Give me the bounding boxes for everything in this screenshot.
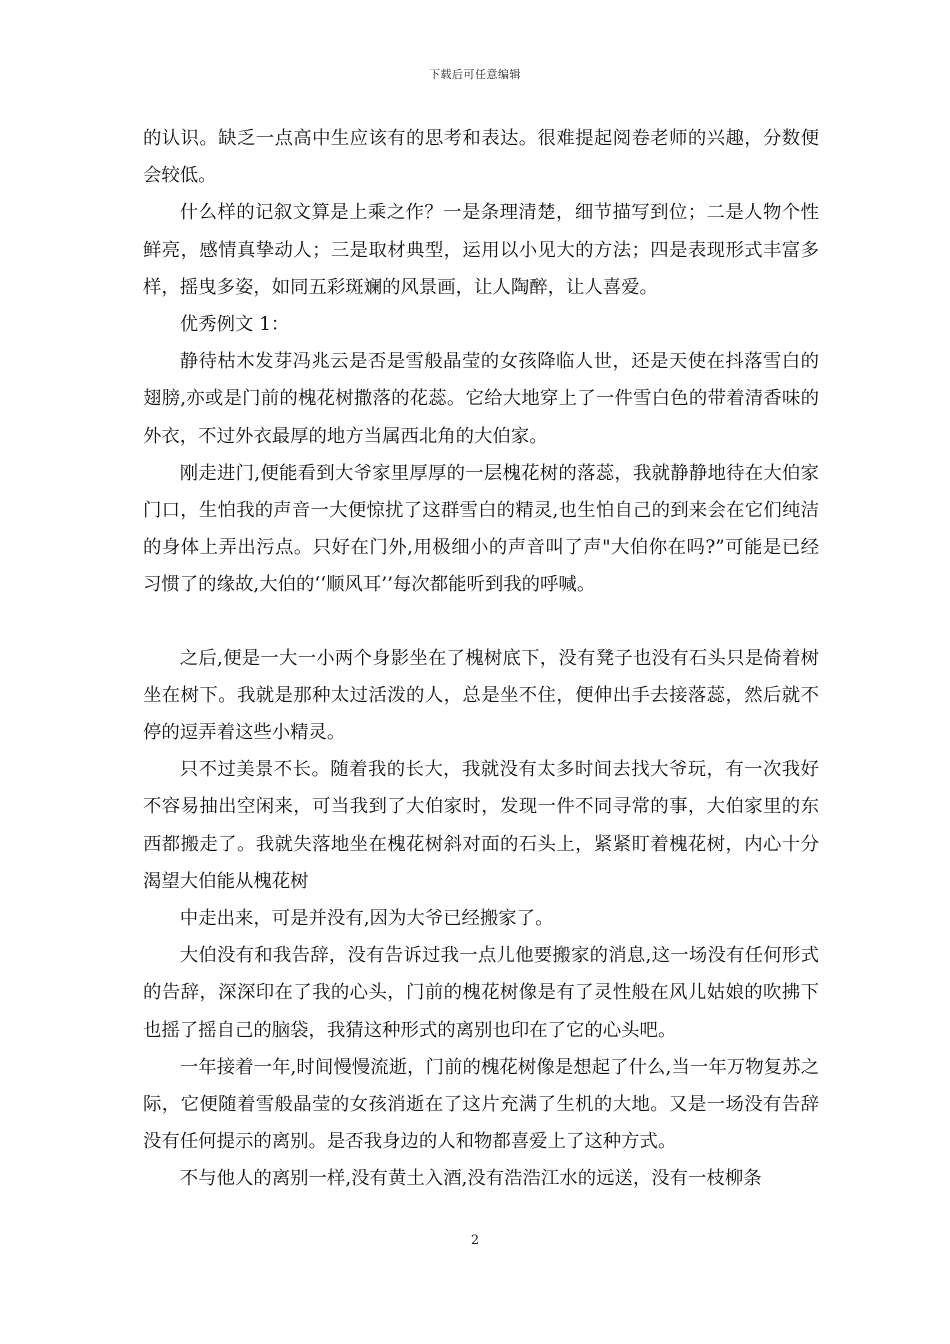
paragraph: 之后,便是一大一小两个身影坐在了槐树底下，没有凳子也没有石头只是倚着树坐在树下。我就是那种太过活泼的人，总是坐不住，便伸出手去接落蕊，然后就不停的逗弄着这些小精灵。	[143, 647, 819, 744]
paragraph-heading: 优秀例文 1：	[179, 314, 290, 336]
paragraph: 中走出来，可是并没有,因为大爷已经搬家了。	[179, 908, 554, 930]
paragraph: 静待枯木发芽冯兆云是否是雪般晶莹的女孩降临人世，还是天使在抖落雪白的翅膀,亦或是门前的槐花树撒落的花蕊。它给大地穿上了一件雪白色的带着清香味的外衣，不过外衣最厚的地方当属西北角的大伯家。	[143, 351, 819, 447]
body-text	[143, 120, 819, 1198]
paragraph: 大伯没有和我告辞，没有告诉过我一点儿他要搬家的消息,这一场没有任何形式的告辞，深深印在了我的心头，门前的槐花树像是有了灵性般在风儿姑娘的吹拂下也摇了摇自己的脑袋，我猜这种形式的离别也印在了它的心头吧。	[143, 945, 819, 1041]
paragraph: 的认识。缺乏一点高中生应该有的思考和表达。很难提起阅卷老师的兴趣，分数便会较低。	[143, 128, 819, 187]
page-number: 2	[470, 1233, 480, 1248]
paragraph: 不与他人的离别一样,没有黄土入酒,没有浩浩江水的远送，没有一枝柳条	[179, 1168, 762, 1190]
header-note: 下载后可任意编辑	[429, 68, 521, 81]
paragraph: 一年接着一年,时间慢慢流逝，门前的槐花树像是想起了什么,当一年万物复苏之际，它便随着雪般晶莹的女孩消逝在了这片充满了生机的大地。又是一场没有告辞没有任何提示的离别。是否我身边的人和物都喜爱上了这种方式。	[143, 1056, 819, 1153]
paragraph: 什么样的记叙文算是上乘之作？一是条理清楚，细节描写到位；二是人物个性鲜亮，感情真挚动人；三是取材典型，运用以小见大的方法；四是表现形式丰富多样，摇曳多姿，如同五彩斑斓的风景画，让人陶醉，让人喜爱。	[143, 202, 819, 298]
paragraph: 刚走进门,便能看到大爷家里厚厚的一层槐花树的落蕊，我就静静地待在大伯家门口，生怕我的声音一大便惊扰了这群雪白的精灵,也生怕自己的到来会在它们纯洁的身体上弄出污点。只好在门外,用极细小的声音叫了声"大伯你在吗?”可能是已经习惯了的缘故,大伯的‘‘顺风耳’’每次都能听到我的呼喊。	[143, 462, 819, 596]
paragraph: 只不过美景不长。随着我的长大，我就没有太多时间去找大爷玩，有一次我好不容易抽出空闲来，可当我到了大伯家时，发现一件不同寻常的事，大伯家里的东西都搬走了。我就失落地坐在槐花树斜对面的石头上，紧紧盯着槐花树，内心十分渴望大伯能从槐花树	[143, 759, 819, 892]
